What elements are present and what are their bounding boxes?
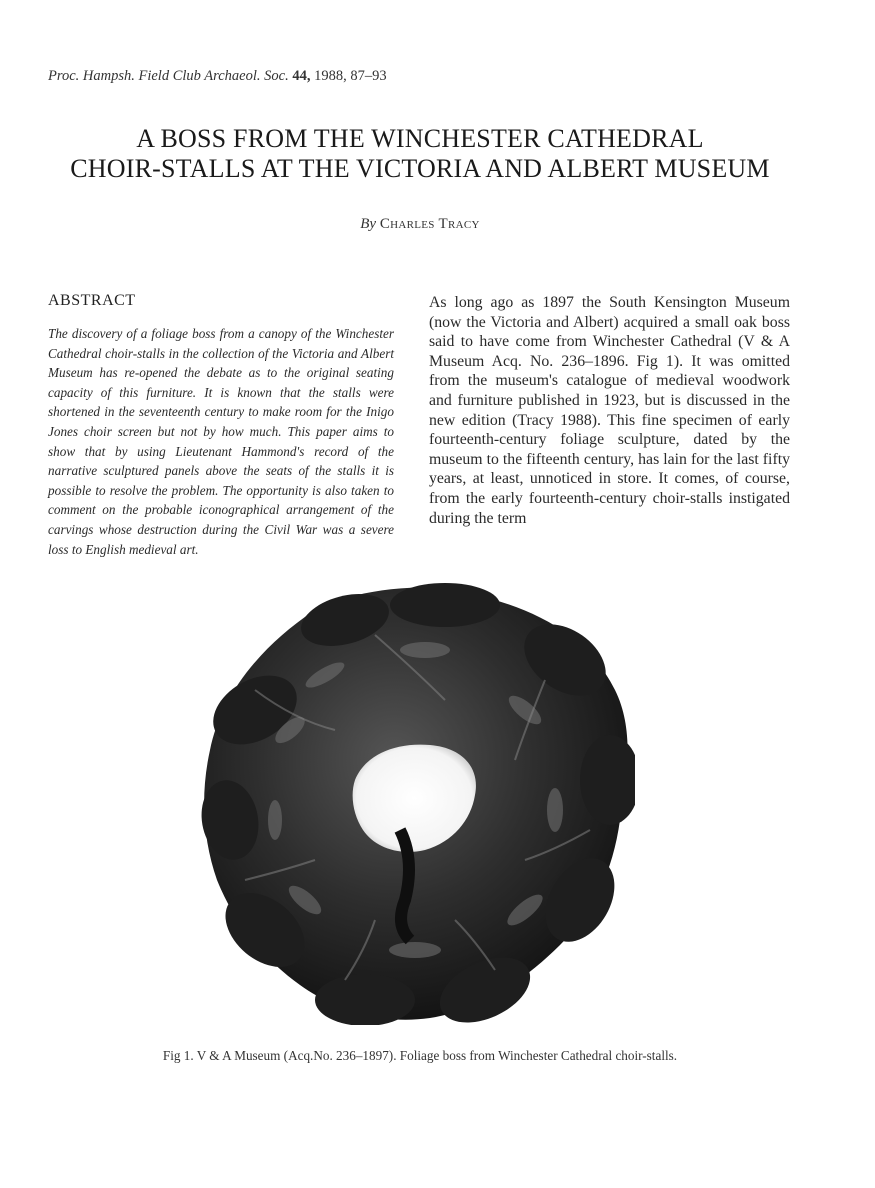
journal-citation <box>48 68 387 85</box>
body-paragraph: As long ago as 1897 the South Kensington Museum (now the Victoria and Albert) acquired a small oak boss said to have come from Winchester Cathedral (V & A Museum Acq. No. 236–1896. Fig 1). It was omitted from the museum's catalogue of medieval woodwork and furniture published in 1923, but is discussed in the new edition (Tracy 1988). This fine specimen of early fourteenth-century foliage sculpture, dated by the museum to the fifteenth century, has lain for the last fifty years, at least, unnoticed in store. It comes, of course, from the early fourteenth-century choir-stalls instigated during the term <box>429 294 790 527</box>
foliage-boss-image <box>195 580 635 1025</box>
foliage-boss-photograph <box>195 580 635 1025</box>
byline-by: By <box>360 216 377 232</box>
author-name: Charles Tracy <box>379 216 480 232</box>
figure-caption: Fig 1. V & A Museum (Acq.No. 236–1897). Foliage boss from Winchester Cathedral choir-stalls. <box>162 1048 678 1063</box>
article-title-line-1: A BOSS FROM THE WINCHESTER CATHEDRAL <box>136 124 704 153</box>
abstract-text: The discovery of a foliage boss from a canopy of the Winchester Cathedral choir-stalls in the collection of the Victoria and Albert Museum has re-opened the debate as to the original seating capacity of this furniture. It is known that the stalls were shortened in the seventeenth century to make room for the Inigo Jones choir screen but not by how much. This paper aims to show that by using Lieutenant Hammond's record of the narrative sculptured panels above the seats of the stalls it is possible to resolve the problem. The opportunity is also taken to comment on the probable iconographical arrangement of the carvings whose destruction during the Civil War was a severe loss to English medieval art. <box>48 326 394 557</box>
article-title <box>20 124 820 184</box>
journal-volume: 44, <box>292 68 311 84</box>
abstract-heading: ABSTRACT <box>48 292 136 309</box>
article-title-line-2: CHOIR-STALLS AT THE VICTORIA AND ALBERT MUSEUM <box>70 154 770 183</box>
journal-year-pages: 1988, 87–93 <box>314 68 387 84</box>
byline <box>0 216 840 233</box>
journal-name: Proc. Hampsh. Field Club Archaeol. Soc. <box>48 68 289 84</box>
